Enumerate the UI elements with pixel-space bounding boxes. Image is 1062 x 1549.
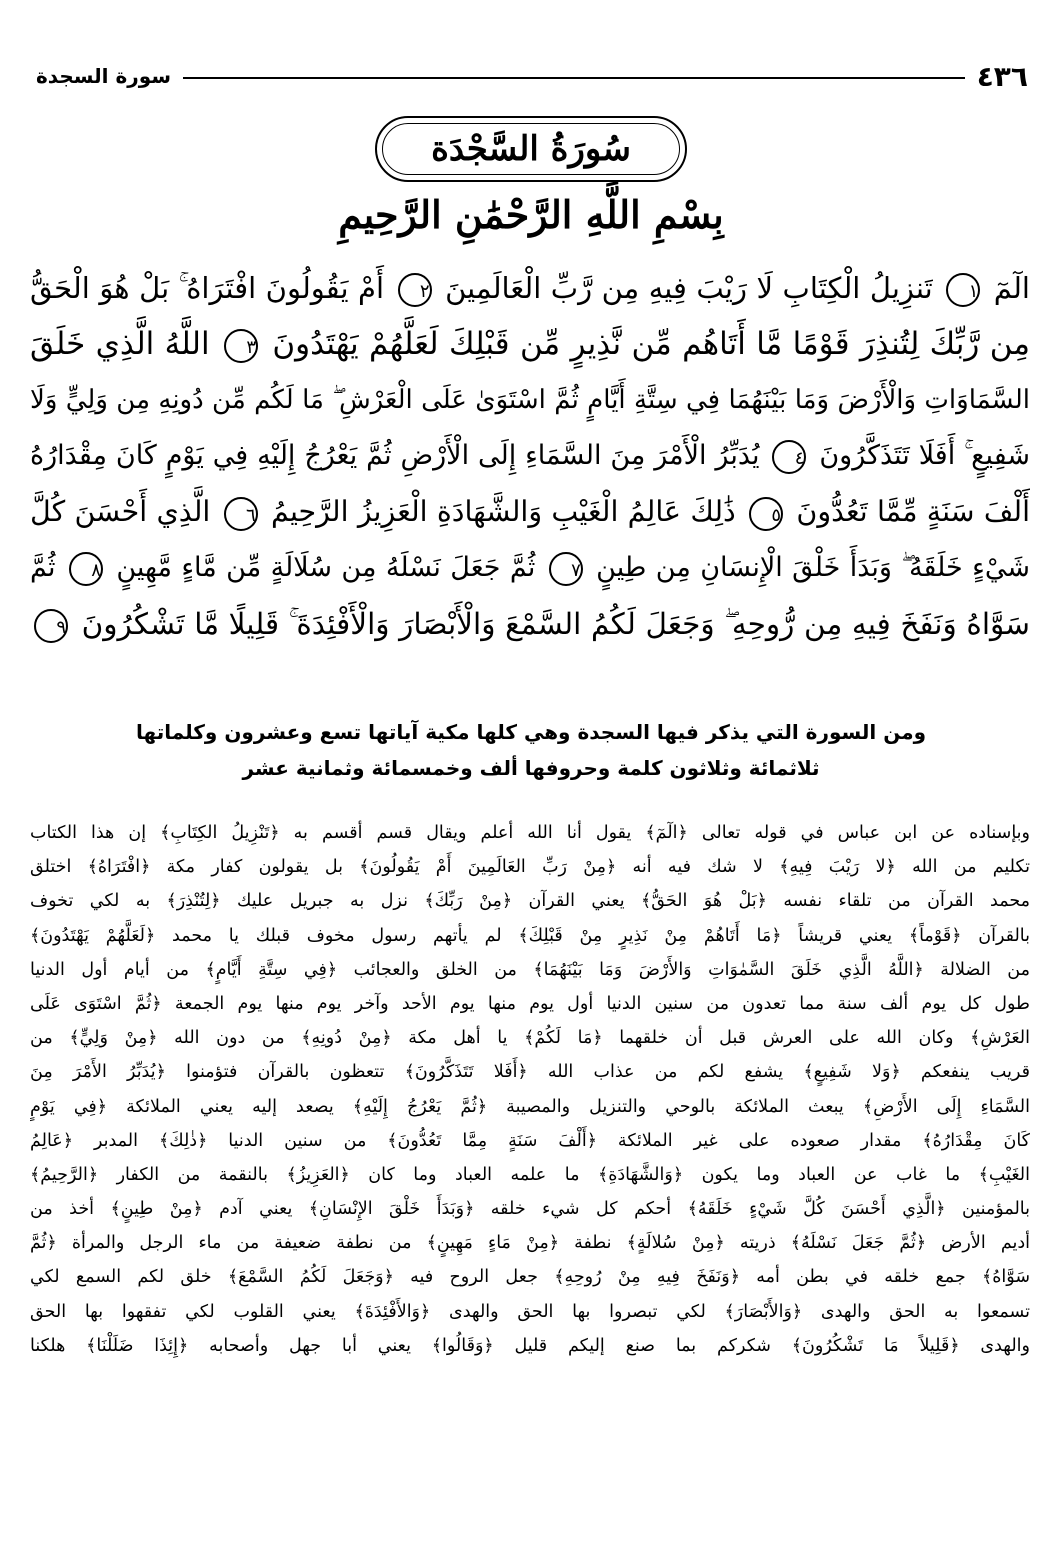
tafsir-line: بالقرآن ﴿قَوْماً﴾ يعني قريشاً ﴿مَا أَتَاهُمْ مِنْ نَذِيرٍ مِنْ قَبْلِكَ﴾ لم يأتهم رسول مخوف قبلك يا محمد ﴿لَعَلَّهُمْ يَهْتَدُونَ﴾ — [30, 925, 1030, 946]
basmala: بِسْمِ اللَّهِ الرَّحْمَٰنِ الرَّحِيمِ — [338, 192, 724, 237]
page-header — [36, 56, 1028, 96]
tafsir-line: السَّمَاءِ إِلَى الأَرْضِ﴾ يبعث الملائكة بالوحي والتنزيل والمصيبة ﴿ثُمَّ يَعْرُجُ إِلَيْهِ﴾ يصعد إليه يعني الملائكة ﴿فِي يَوْمٍ — [30, 1096, 1030, 1117]
tafsir-line: أديم الأرض ﴿ثُمَّ جَعَلَ نَسْلَهُ﴾ ذريته ﴿مِنْ سُلالَةٍ﴾ نطفة ﴿مِنْ مَاءٍ مَهِينٍ﴾ من نطفة ضعيفة من ماء الرجل والمرأة ﴿ثُمَّ — [30, 1233, 1030, 1254]
header-rule — [183, 77, 965, 79]
tafsir-line: سَوَّاهُ﴾ جمع خلقه في بطن أمه ﴿وَنَفَخَ فِيهِ مِنْ رُوحِهِ﴾ جعل الروح فيه ﴿وَجَعَلَ لَكُمُ السَّمْعَ﴾ خلق لكم السمع لكي — [30, 1267, 1030, 1288]
quran-line: سَوَّاهُ وَنَفَخَ فِيهِ مِن رُّوحِهِ ۖ وَجَعَلَ لَكُمُ السَّمْعَ وَالْأَبْصَارَ وَالْأَفْئِدَةَ ۚ قَلِيلًا مَّا تَشْكُرُونَ ٩ — [30, 596, 1030, 652]
ayah-number-marker: ١ — [946, 273, 980, 307]
tafsir-text-block — [30, 816, 1030, 1363]
quran-line: الٓمٓ ١ تَنزِيلُ الْكِتَابِ لَا رَيْبَ فِيهِ مِن رَّبِّ الْعَالَمِينَ ٢ أَمْ يَقُولُونَ افْتَرَاهُ ۚ بَلْ هُوَ الْحَقُّ — [30, 271, 1030, 305]
tafsir-line: والهدى ﴿قَلِيلاً مَا تَشْكُرُونَ﴾ شكركم بما صنع إليكم قليل ﴿وَقَالُوا﴾ يعني أبا جهل وأصحابه ﴿إِئِذَا ضَلَلْنَا﴾ هلكنا — [30, 1335, 1030, 1356]
header-surah-name: سورة السجدة — [36, 64, 171, 88]
ayah-number-marker: ٩ — [34, 609, 68, 643]
ayah-number-marker: ٤ — [772, 440, 806, 474]
quran-line: شَفِيعٍ ۚ أَفَلَا تَتَذَكَّرُونَ ٤ يُدَبِّرُ الْأَمْرَ مِنَ السَّمَاءِ إِلَى الْأَرْضِ ثُمَّ يَعْرُجُ إِلَيْهِ فِي يَوْمٍ كَانَ مِقْدَارُهُ — [30, 428, 1030, 484]
intro-line: ومن السورة التي يذكر فيها السجدة وهي كلها مكية آياتها تسع وعشرون وكلماتها — [135, 720, 927, 744]
surah-introduction — [60, 714, 1002, 786]
page-number: ٤٣٦ — [976, 59, 1028, 93]
quran-line: أَلْفَ سَنَةٍ مِّمَّا تَعُدُّونَ ٥ ذَٰلِكَ عَالِمُ الْغَيْبِ وَالشَّهَادَةِ الْعَزِيزُ الرَّحِيمُ ٦ الَّذِي أَحْسَنَ كُلَّ — [30, 484, 1030, 540]
ayah-number-marker: ٣ — [224, 329, 258, 363]
ayah-number-marker: ٥ — [749, 497, 783, 531]
tafsir-line: كَانَ مِقْدَارُهُ﴾ مقدار صعوده على غير الملائكة ﴿أَلْفَ سَنَةٍ مِمَّا تَعُدُّونَ﴾ من سنين الدنيا ﴿ذٰلِكَ﴾ المدبر ﴿عَالِمُ — [30, 1130, 1030, 1151]
intro-line: ثلاثمائة وثلاثون كلمة وحروفها ألف وخمسمائة وثمانية عشر — [242, 756, 820, 780]
tafsir-line: العَرْشِ﴾ وكان الله على العرش قبل أن خلقهما ﴿مَا لَكُمْ﴾ يا أهل مكة ﴿مِنْ دُونِهِ﴾ من دون الله ﴿مِنْ وَلِيٍّ﴾ من — [30, 1028, 1030, 1049]
tafsir-line: الغَيْبِ﴾ ما غاب عن العباد وما يكون ﴿وَالشَّهَادَةِ﴾ ما علمه العباد وما كان ﴿العَزِيزُ﴾ بالنقمة من الكفار ﴿الرَّحِيمُ﴾ — [30, 1164, 1030, 1185]
ayah-number-marker: ٢ — [398, 273, 432, 307]
ayah-number-marker: ٨ — [69, 552, 103, 586]
tafsir-line: تكليم من الله ﴿لا رَيْبَ فِيهِ﴾ لا شك فيه أنه ﴿مِنْ رَبِّ العَالَمِينَ أَمْ يَقُولُونَ﴾ بل يقولون كفار مكة ﴿افْتَرَاهُ﴾ اختلق — [30, 857, 1030, 878]
quran-line: السَّمَاوَاتِ وَالْأَرْضَ وَمَا بَيْنَهُمَا فِي سِتَّةِ أَيَّامٍ ثُمَّ اسْتَوَىٰ عَلَى الْعَرْشِ ۖ مَا لَكُم مِّن دُونِهِ مِن وَلِيٍّ وَلَا — [30, 385, 1030, 415]
tafsir-line: قريب ينفعكم ﴿وَلا شَفِيعٍ﴾ يشفع لكم من عذاب الله ﴿أَفَلا تَتَذَكَّرُونَ﴾ تتعظون بالقرآن فتؤمنوا ﴿يُدَبِّرُ الأَمْرَ مِنَ — [30, 1062, 1030, 1083]
tafsir-line: طول كل يوم ألف سنة مما تعدون من سنين الدنيا أول يوم منها يوم الأحد وآخر يوم منها يوم الجمعة ﴿ثُمَّ اسْتَوَى عَلَى — [30, 993, 1030, 1014]
quran-text-block — [30, 260, 1030, 652]
tafsir-line: من الضلالة ﴿اللَّهُ الَّذِي خَلَقَ السَّمٰوَاتِ وَالأَرْضَ وَمَا بَيْنَهُمَا﴾ من الخلق والعجائب ﴿فِي سِتَّةِ أَيَّامٍ﴾ من أيام أول الدنيا — [30, 959, 1030, 980]
tafsir-line: محمد القرآن من تلقاء نفسه ﴿بَلْ هُوَ الحَقُّ﴾ يعني القرآن ﴿مِنْ رَبِّكَ﴾ نزل به جبريل عليك ﴿لِتُنْذِرَ﴾ به لكي تخوف — [30, 891, 1030, 912]
quran-line: مِن رَّبِّكَ لِتُنذِرَ قَوْمًا مَّا أَتَاهُم مِّن نَّذِيرٍ مِّن قَبْلِكَ لَعَلَّهُمْ يَهْتَدُونَ ٣ اللَّهُ الَّذِي خَلَقَ — [30, 326, 1030, 362]
surah-title: سُورَةُ السَّجْدَة — [431, 129, 631, 169]
ayah-number-marker: ٧ — [549, 552, 583, 586]
tafsir-line: وبإسناده عن ابن عباس في قوله تعالى ﴿الٓمٓ﴾ يقول أنا الله أعلم ويقال قسم أقسم به ﴿تَنْزِيلُ الكِتَابِ﴾ إن هذا الكتاب — [30, 823, 1030, 843]
surah-title-cartouche — [375, 116, 687, 182]
quran-line: شَيْءٍ خَلَقَهُ ۖ وَبَدَأَ خَلْقَ الْإِنسَانِ مِن طِينٍ ٧ ثُمَّ جَعَلَ نَسْلَهُ مِن سُلَالَةٍ مِّن مَّاءٍ مَّهِينٍ ٨ ثُمَّ — [30, 540, 1030, 596]
tafsir-line: تسمعوا به الحق والهدى ﴿وَالأَبْصَارَ﴾ لكي تبصروا بها الحق والهدى ﴿وَالأَفْئِدَةَ﴾ يعني القلوب لكي تفقهوا بها الحق — [30, 1301, 1030, 1322]
tafsir-line: بالمؤمنين ﴿الَّذِي أَحْسَنَ كُلَّ شَيْءٍ خَلَقَهُ﴾ أحكم كل شيء خلقه ﴿وَبَدَأَ خَلْقَ الإِنْسَانِ﴾ يعني آدم ﴿مِنْ طِينٍ﴾ أخذ من — [30, 1199, 1030, 1220]
ayah-number-marker: ٦ — [224, 497, 258, 531]
